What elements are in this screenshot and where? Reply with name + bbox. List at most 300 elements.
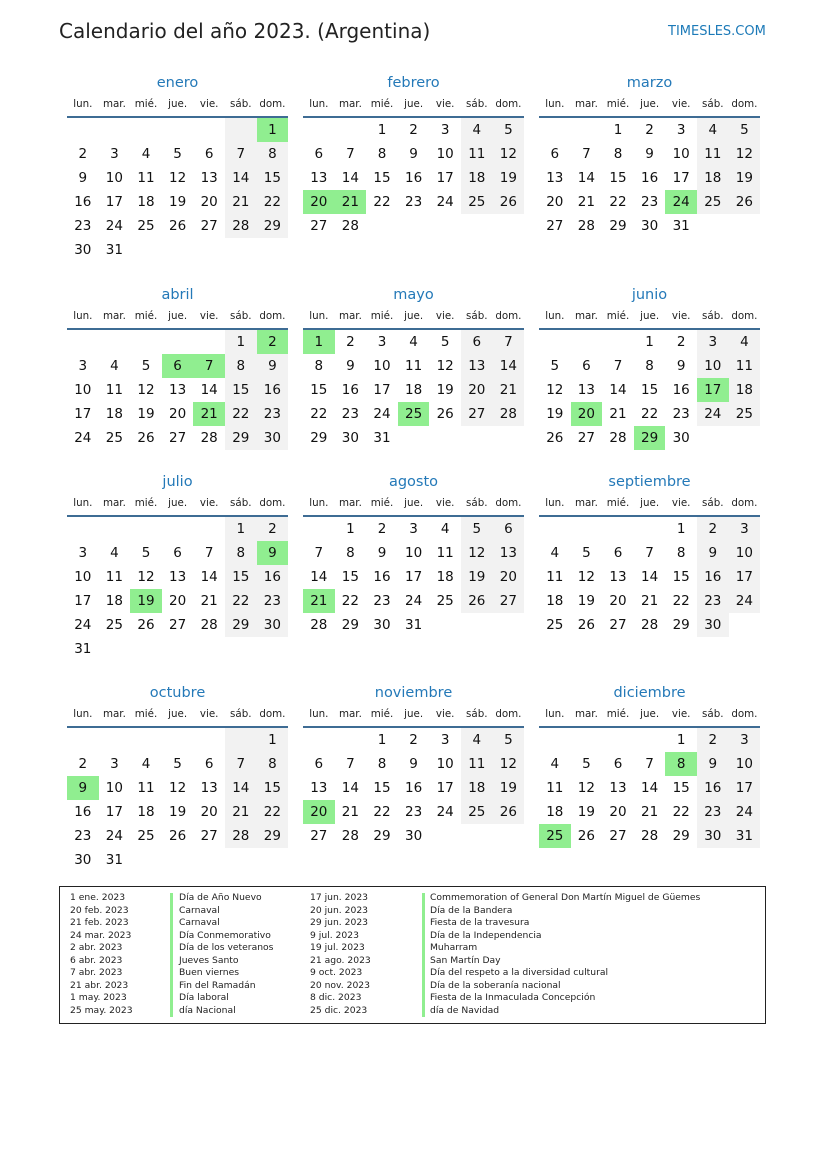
day-cell: 6 <box>461 330 493 354</box>
day-cell: 28 <box>341 218 359 234</box>
holiday-cell: 20 <box>303 800 335 824</box>
day-cell: 4 <box>110 545 119 561</box>
day-cell: 19 <box>436 382 454 398</box>
day-cell: 24 <box>436 194 454 210</box>
month-name: marzo <box>626 75 673 91</box>
day-cell: 23 <box>74 828 92 844</box>
day-cell: 5 <box>493 118 525 142</box>
holiday-cell: 21 <box>193 402 225 426</box>
day-cell: 11 <box>436 545 454 561</box>
day-cell: 3 <box>440 122 450 138</box>
day-cell: 27 <box>200 828 218 844</box>
day-cell: 26 <box>729 190 761 214</box>
day-cell: 29 <box>672 828 690 844</box>
day-cell: 19 <box>461 565 493 589</box>
day-cell: 1 <box>346 521 355 537</box>
day-cell: 6 <box>550 146 560 162</box>
day-cell: 16 <box>257 378 289 402</box>
day-cell: 22 <box>225 589 257 613</box>
day-cell: 4 <box>550 545 560 561</box>
day-cell: 5 <box>141 545 151 561</box>
legend-holiday-name: Jueves Santo <box>179 954 239 966</box>
day-cell: 11 <box>461 752 493 776</box>
day-cell: 28 <box>493 402 525 426</box>
day-cell: 7 <box>346 756 355 772</box>
weekday-label: lun. <box>309 310 329 322</box>
weekday-label: sáb. <box>702 310 724 322</box>
day-cell: 6 <box>204 756 214 772</box>
day-cell: 20 <box>493 565 525 589</box>
day-cell: 15 <box>373 780 391 796</box>
day-cell: 30 <box>697 824 729 848</box>
weekend-empty-cell <box>225 118 257 142</box>
day-cell: 11 <box>137 170 155 186</box>
day-cell: 1 <box>676 732 686 748</box>
day-cell: 20 <box>169 593 187 609</box>
day-cell: 29 <box>373 828 391 844</box>
weekday-label: lun. <box>309 497 329 509</box>
day-cell: 29 <box>257 214 289 238</box>
day-cell: 31 <box>729 824 761 848</box>
weekday-label: dom. <box>495 310 522 322</box>
day-cell: 11 <box>546 569 564 585</box>
day-cell: 15 <box>225 378 257 402</box>
day-cell: 13 <box>577 382 595 398</box>
weekday-label: mar. <box>338 310 362 322</box>
day-cell: 14 <box>341 780 359 796</box>
day-cell: 15 <box>310 382 328 398</box>
day-cell: 1 <box>613 122 623 138</box>
day-cell: 29 <box>672 617 690 633</box>
day-cell: 30 <box>74 242 92 258</box>
day-cell: 6 <box>173 545 182 561</box>
day-cell: 12 <box>729 142 761 166</box>
day-cell: 18 <box>461 776 493 800</box>
legend-holiday-name: Buen viernes <box>179 967 240 978</box>
weekday-label: mar. <box>574 310 598 322</box>
day-cell: 17 <box>729 565 761 589</box>
day-cell: 15 <box>373 170 391 186</box>
day-cell: 7 <box>493 330 525 354</box>
day-cell: 14 <box>310 569 328 585</box>
weekday-label: jue. <box>640 497 660 509</box>
day-cell: 30 <box>257 426 289 450</box>
day-cell: 8 <box>257 752 289 776</box>
weekday-label: lun. <box>545 310 565 322</box>
weekday-label: jue. <box>168 310 188 322</box>
day-cell: 9 <box>697 541 729 565</box>
day-cell: 16 <box>672 382 690 398</box>
weekday-label: jue. <box>404 310 424 322</box>
month-name: febrero <box>387 75 440 91</box>
holiday-cell: 25 <box>539 824 571 848</box>
day-cell: 21 <box>641 593 659 609</box>
day-cell: 7 <box>225 752 257 776</box>
legend-date: 25 dic. 2023 <box>310 1004 368 1016</box>
brand-link[interactable]: TIMESLES.COM <box>668 24 766 39</box>
day-cell: 6 <box>582 358 591 374</box>
day-cell: 10 <box>672 146 690 162</box>
day-cell: 14 <box>641 780 659 796</box>
day-cell: 13 <box>609 780 627 796</box>
day-cell: 26 <box>577 617 595 633</box>
day-cell: 7 <box>314 545 324 561</box>
legend-date: 8 dic. 2023 <box>310 992 362 1003</box>
weekday-label: dom. <box>495 98 522 110</box>
weekday-label: vie. <box>199 310 219 322</box>
day-cell: 2 <box>697 517 729 541</box>
legend-date: 2 abr. 2023 <box>70 942 123 953</box>
day-cell: 12 <box>493 142 525 166</box>
day-cell: 11 <box>546 780 564 796</box>
day-cell: 3 <box>729 728 761 752</box>
day-cell: 23 <box>697 800 729 824</box>
day-cell: 29 <box>341 617 359 633</box>
day-cell: 25 <box>461 800 493 824</box>
legend-dates-column-1 <box>70 892 133 1017</box>
legend-holiday-name: Fin del Ramadán <box>179 979 256 991</box>
day-cell: 11 <box>137 780 155 796</box>
day-cell: 8 <box>676 545 686 561</box>
weekday-label: vie. <box>199 497 219 509</box>
month-name: julio <box>162 474 193 490</box>
weekday-label: sáb. <box>702 497 724 509</box>
day-cell: 20 <box>200 194 218 210</box>
day-cell: 10 <box>436 146 454 162</box>
day-cell: 3 <box>110 146 119 162</box>
legend-marker-bar <box>422 893 425 1017</box>
weekday-label: vie. <box>435 98 455 110</box>
day-cell: 29 <box>257 824 289 848</box>
holiday-cell: 6 <box>162 354 194 378</box>
day-cell: 14 <box>225 776 257 800</box>
month-name: abril <box>161 287 194 303</box>
weekday-label: vie. <box>435 497 455 509</box>
legend-holiday-name: San Martín Day <box>430 954 501 966</box>
day-cell: 8 <box>225 354 257 378</box>
day-cell: 15 <box>672 780 690 796</box>
weekday-label: sáb. <box>466 98 488 110</box>
day-cell: 19 <box>137 406 155 422</box>
page-title: Calendario del año 2023. (Argentina) <box>59 19 431 43</box>
day-cell: 15 <box>225 565 257 589</box>
legend-holiday-name: Día de la soberanía nacional <box>430 979 561 991</box>
day-cell: 23 <box>697 589 729 613</box>
weekday-label: dom. <box>259 310 286 322</box>
weekday-label: dom. <box>495 497 522 509</box>
day-cell: 13 <box>609 569 627 585</box>
day-cell: 30 <box>74 852 92 868</box>
legend-holiday-name: Día de la Independencia <box>430 929 542 941</box>
day-cell: 7 <box>225 142 257 166</box>
day-cell: 17 <box>672 170 690 186</box>
legend-holiday-name: Día laboral <box>179 992 229 1003</box>
weekday-label: mié. <box>606 708 630 720</box>
legend-holiday-name: Día de Año Nuevo <box>179 892 262 903</box>
weekday-label: lun. <box>73 497 93 509</box>
day-cell: 16 <box>74 194 92 210</box>
legend-names-column-1 <box>179 892 273 1017</box>
day-cell: 25 <box>105 430 123 446</box>
day-cell: 14 <box>493 354 525 378</box>
weekday-label: mar. <box>102 497 126 509</box>
day-cell: 28 <box>310 617 328 633</box>
day-cell: 21 <box>341 804 359 820</box>
month-name: mayo <box>393 287 434 303</box>
holiday-cell: 25 <box>398 402 430 426</box>
day-cell: 21 <box>225 800 257 824</box>
day-cell: 26 <box>169 218 187 234</box>
day-cell: 2 <box>346 334 355 350</box>
day-cell: 3 <box>409 521 418 537</box>
weekday-label: dom. <box>259 497 286 509</box>
day-cell: 27 <box>577 430 595 446</box>
day-cell: 10 <box>74 382 92 398</box>
day-cell: 27 <box>200 218 218 234</box>
legend-holiday-name: Día Conmemorativo <box>179 929 271 941</box>
weekday-label: mié. <box>606 497 630 509</box>
day-cell: 10 <box>697 354 729 378</box>
day-cell: 26 <box>546 430 564 446</box>
day-cell: 29 <box>225 613 257 637</box>
weekday-label: sáb. <box>702 98 724 110</box>
day-cell: 10 <box>105 780 123 796</box>
holiday-cell: 21 <box>303 589 335 613</box>
day-cell: 5 <box>141 358 151 374</box>
day-cell: 6 <box>314 756 324 772</box>
day-cell: 31 <box>105 242 123 258</box>
weekday-label: lun. <box>73 708 93 720</box>
day-cell: 24 <box>729 800 761 824</box>
legend-date: 24 mar. 2023 <box>70 929 132 941</box>
weekday-label: lun. <box>545 98 565 110</box>
day-cell: 18 <box>697 166 729 190</box>
day-cell: 8 <box>645 358 654 374</box>
day-cell: 28 <box>341 828 359 844</box>
day-cell: 4 <box>110 358 119 374</box>
weekday-label: mié. <box>606 310 630 322</box>
day-cell: 9 <box>409 756 418 772</box>
weekday-label: dom. <box>259 708 286 720</box>
day-cell: 19 <box>169 804 187 820</box>
day-cell: 9 <box>346 358 355 374</box>
weekday-label: mar. <box>338 497 362 509</box>
day-cell: 20 <box>609 804 627 820</box>
day-cell: 27 <box>310 828 328 844</box>
day-cell: 6 <box>613 545 623 561</box>
day-cell: 26 <box>169 828 187 844</box>
day-cell: 2 <box>676 334 686 350</box>
day-cell: 23 <box>257 402 289 426</box>
day-cell: 30 <box>257 613 289 637</box>
weekday-label: lun. <box>545 708 565 720</box>
day-cell: 18 <box>436 569 454 585</box>
legend-date: 9 jul. 2023 <box>310 929 359 941</box>
weekday-label: jue. <box>640 708 660 720</box>
day-cell: 9 <box>645 146 654 162</box>
day-cell: 9 <box>78 170 88 186</box>
day-cell: 22 <box>225 402 257 426</box>
day-cell: 8 <box>377 146 387 162</box>
day-cell: 20 <box>200 804 218 820</box>
day-cell: 4 <box>729 330 761 354</box>
day-cell: 30 <box>641 218 659 234</box>
day-cell: 3 <box>110 756 119 772</box>
day-cell: 27 <box>546 218 564 234</box>
day-cell: 23 <box>341 406 359 422</box>
month-name: enero <box>156 75 199 91</box>
day-cell: 25 <box>729 402 761 426</box>
day-cell: 6 <box>314 146 324 162</box>
day-cell: 5 <box>550 358 560 374</box>
day-cell: 30 <box>672 430 690 446</box>
legend-holiday-name: Día de la Bandera <box>430 904 513 916</box>
day-cell: 18 <box>405 382 423 398</box>
legend-date: 20 feb. 2023 <box>70 904 129 916</box>
day-cell: 11 <box>729 354 761 378</box>
day-cell: 30 <box>341 430 359 446</box>
legend-date: 7 abr. 2023 <box>70 967 123 978</box>
day-cell: 25 <box>105 617 123 633</box>
day-cell: 16 <box>641 170 659 186</box>
day-cell: 25 <box>697 190 729 214</box>
day-cell: 24 <box>729 589 761 613</box>
weekday-label: jue. <box>404 708 424 720</box>
day-cell: 15 <box>341 569 359 585</box>
day-cell: 19 <box>729 166 761 190</box>
day-cell: 18 <box>137 804 155 820</box>
day-cell: 12 <box>461 541 493 565</box>
day-cell: 4 <box>440 521 450 537</box>
day-cell: 26 <box>137 430 155 446</box>
day-cell: 13 <box>169 382 187 398</box>
day-cell: 14 <box>577 170 595 186</box>
day-cell: 24 <box>105 828 123 844</box>
day-cell: 3 <box>440 732 450 748</box>
day-cell: 13 <box>461 354 493 378</box>
legend-date: 1 ene. 2023 <box>70 892 126 903</box>
legend-names-column-2 <box>430 892 700 1017</box>
day-cell: 5 <box>440 334 450 350</box>
weekday-label: mar. <box>574 708 598 720</box>
day-cell: 2 <box>78 756 88 772</box>
month-name: octubre <box>149 685 206 701</box>
day-cell: 5 <box>582 545 591 561</box>
holiday-cell: 29 <box>634 426 666 450</box>
day-cell: 11 <box>461 142 493 166</box>
weekday-label: sáb. <box>702 708 724 720</box>
day-cell: 19 <box>546 406 564 422</box>
weekday-label: jue. <box>404 98 424 110</box>
day-cell: 10 <box>405 545 423 561</box>
day-cell: 19 <box>169 194 187 210</box>
legend-holiday-name: Carnaval <box>179 917 220 928</box>
day-cell: 2 <box>78 146 88 162</box>
weekday-label: mié. <box>134 708 158 720</box>
day-cell: 9 <box>409 146 418 162</box>
weekday-label: vie. <box>435 708 455 720</box>
day-cell: 12 <box>546 382 564 398</box>
day-cell: 12 <box>436 358 454 374</box>
day-cell: 13 <box>493 541 525 565</box>
day-cell: 22 <box>672 804 690 820</box>
day-cell: 7 <box>204 545 214 561</box>
day-cell: 18 <box>546 593 564 609</box>
day-cell: 27 <box>169 430 187 446</box>
legend-date: 19 jul. 2023 <box>310 942 365 953</box>
day-cell: 23 <box>74 218 92 234</box>
holiday-cell: 21 <box>335 190 367 214</box>
weekday-label: sáb. <box>230 98 252 110</box>
legend-holiday-name: Carnaval <box>179 904 220 916</box>
legend-date: 1 may. 2023 <box>70 992 127 1003</box>
weekday-label: mar. <box>574 98 598 110</box>
month-name: noviembre <box>374 685 453 701</box>
day-cell: 21 <box>200 593 218 609</box>
day-cell: 27 <box>493 589 525 613</box>
day-cell: 15 <box>609 170 627 186</box>
weekday-label: jue. <box>168 98 188 110</box>
day-cell: 22 <box>373 804 391 820</box>
legend-holiday-name: Fiesta de la travesura <box>430 917 530 928</box>
day-cell: 2 <box>697 728 729 752</box>
day-cell: 22 <box>373 194 391 210</box>
month-name: agosto <box>388 474 439 490</box>
day-cell: 22 <box>672 593 690 609</box>
day-cell: 9 <box>377 545 387 561</box>
weekday-label: mar. <box>574 497 598 509</box>
day-cell: 22 <box>641 406 659 422</box>
weekday-label: mié. <box>134 310 158 322</box>
day-cell: 24 <box>105 218 123 234</box>
holiday-cell: 1 <box>303 330 335 354</box>
day-cell: 23 <box>405 804 423 820</box>
day-cell: 24 <box>373 406 391 422</box>
day-cell: 10 <box>729 752 761 776</box>
holiday-cell: 2 <box>257 330 289 354</box>
day-cell: 12 <box>577 569 595 585</box>
day-cell: 26 <box>493 190 525 214</box>
day-cell: 23 <box>373 593 391 609</box>
legend-dates-column-2 <box>310 892 371 1017</box>
day-cell: 11 <box>105 382 123 398</box>
day-cell: 14 <box>200 569 218 585</box>
day-cell: 28 <box>225 824 257 848</box>
day-cell: 13 <box>200 780 218 796</box>
weekday-label: sáb. <box>230 708 252 720</box>
day-cell: 26 <box>436 406 454 422</box>
day-cell: 17 <box>436 780 454 796</box>
day-cell: 21 <box>577 194 595 210</box>
day-cell: 3 <box>377 334 387 350</box>
day-cell: 4 <box>461 118 493 142</box>
day-cell: 19 <box>577 593 595 609</box>
day-cell: 4 <box>141 756 151 772</box>
day-cell: 22 <box>257 800 289 824</box>
legend-date: 6 abr. 2023 <box>70 954 123 966</box>
day-cell: 17 <box>105 194 123 210</box>
day-cell: 3 <box>676 122 686 138</box>
day-cell: 12 <box>169 170 187 186</box>
day-cell: 14 <box>609 382 627 398</box>
day-cell: 17 <box>74 406 92 422</box>
day-cell: 14 <box>225 166 257 190</box>
day-cell: 28 <box>641 617 659 633</box>
weekday-label: dom. <box>259 98 286 110</box>
holiday-cell: 9 <box>67 776 99 800</box>
day-cell: 10 <box>105 170 123 186</box>
day-cell: 2 <box>409 122 418 138</box>
